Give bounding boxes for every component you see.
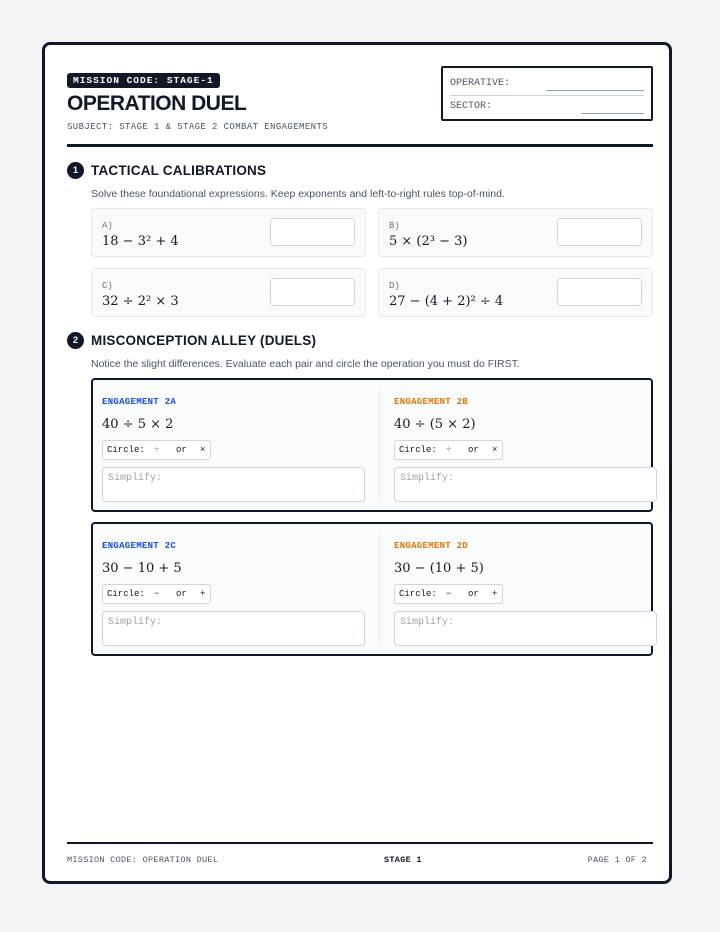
answer-box-b[interactable] <box>557 218 642 246</box>
or-label: or <box>468 445 479 455</box>
answer-box-a[interactable] <box>270 218 355 246</box>
operator-option-divide[interactable]: ÷ <box>446 445 452 455</box>
problem-expression: 27 − (4 + 2)² ÷ 4 <box>389 294 504 309</box>
duel-card-1 <box>91 378 653 512</box>
worksheet-page <box>42 42 672 884</box>
engagement-2b-label: ENGAGEMENT 2B <box>394 397 469 407</box>
problem-card-a <box>91 208 366 257</box>
page-title: OPERATION DUEL <box>67 92 247 115</box>
circle-label: Circle: <box>399 445 437 455</box>
duel-divider <box>379 389 380 501</box>
engagement-2a-circle-choice <box>102 440 211 460</box>
engagement-2d-label: ENGAGEMENT 2D <box>394 541 469 551</box>
or-label: or <box>468 589 479 599</box>
engagement-2c-expression: 30 − 10 + 5 <box>102 561 182 576</box>
section-2-number: 2 <box>67 332 84 349</box>
problem-expression: 18 − 3² + 4 <box>102 234 179 249</box>
circle-label: Circle: <box>107 445 145 455</box>
problem-label: A) <box>102 221 113 231</box>
section-1-description: Solve these foundational expressions. Keep exponents and left-to-right rules top-of-mind. <box>91 188 505 200</box>
operator-option-multiply[interactable]: × <box>200 445 206 455</box>
operative-label: OPERATIVE: <box>450 78 511 89</box>
operative-field[interactable] <box>546 90 644 91</box>
engagement-2d-circle-choice <box>394 584 503 604</box>
section-2-title: MISCONCEPTION ALLEY (DUELS) <box>91 333 317 348</box>
answer-box-c[interactable] <box>270 278 355 306</box>
problem-expression: 5 × (2³ − 3) <box>389 234 468 249</box>
answer-box-d[interactable] <box>557 278 642 306</box>
circle-label: Circle: <box>399 589 437 599</box>
footer-stage: STAGE 1 <box>384 855 422 865</box>
operator-option-subtract[interactable]: − <box>446 589 452 599</box>
sector-field[interactable] <box>581 113 644 114</box>
problem-label: D) <box>389 281 400 291</box>
sector-label: SECTOR: <box>450 101 493 112</box>
problem-card-d <box>378 268 653 317</box>
footer-rule <box>67 842 653 844</box>
problem-label: B) <box>389 221 400 231</box>
operator-option-add[interactable]: + <box>200 589 206 599</box>
or-label: or <box>176 445 187 455</box>
or-label: or <box>176 589 187 599</box>
engagement-2a-expression: 40 ÷ 5 × 2 <box>102 417 174 432</box>
duel-card-2 <box>91 522 653 656</box>
engagement-2a-simplify-field[interactable]: Simplify: <box>102 467 365 502</box>
info-divider <box>450 95 644 96</box>
problem-label: C) <box>102 281 113 291</box>
engagement-2d-expression: 30 − (10 + 5) <box>394 561 484 576</box>
mission-code-badge: MISSION CODE: STAGE-1 <box>67 73 220 88</box>
footer-mission-code: MISSION CODE: OPERATION DUEL <box>67 855 219 865</box>
operator-option-add[interactable]: + <box>492 589 498 599</box>
problem-card-b <box>378 208 653 257</box>
duel-divider <box>379 533 380 645</box>
section-2-description: Notice the slight differences. Evaluate each pair and circle the operation you must do FIRST. <box>91 358 520 370</box>
section-1-number: 1 <box>67 162 84 179</box>
problem-expression: 32 ÷ 2² × 3 <box>102 294 179 309</box>
engagement-2c-circle-choice <box>102 584 211 604</box>
engagement-2c-simplify-field[interactable]: Simplify: <box>102 611 365 646</box>
engagement-2a-label: ENGAGEMENT 2A <box>102 397 177 407</box>
engagement-2b-expression: 40 ÷ (5 × 2) <box>394 417 476 432</box>
engagement-2c-label: ENGAGEMENT 2C <box>102 541 177 551</box>
header-rule <box>67 144 653 147</box>
engagement-2b-simplify-field[interactable]: Simplify: <box>394 467 657 502</box>
operator-option-divide[interactable]: ÷ <box>154 445 160 455</box>
problem-card-c <box>91 268 366 317</box>
footer-page-number: PAGE 1 OF 2 <box>587 855 647 865</box>
operator-option-subtract[interactable]: − <box>154 589 160 599</box>
circle-label: Circle: <box>107 589 145 599</box>
engagement-2b-circle-choice <box>394 440 503 460</box>
operator-option-multiply[interactable]: × <box>492 445 498 455</box>
operative-info-box <box>441 66 653 121</box>
subject-line: SUBJECT: STAGE 1 & STAGE 2 COMBAT ENGAGEMENTS <box>67 122 329 132</box>
section-1-title: TACTICAL CALIBRATIONS <box>91 163 267 178</box>
engagement-2d-simplify-field[interactable]: Simplify: <box>394 611 657 646</box>
